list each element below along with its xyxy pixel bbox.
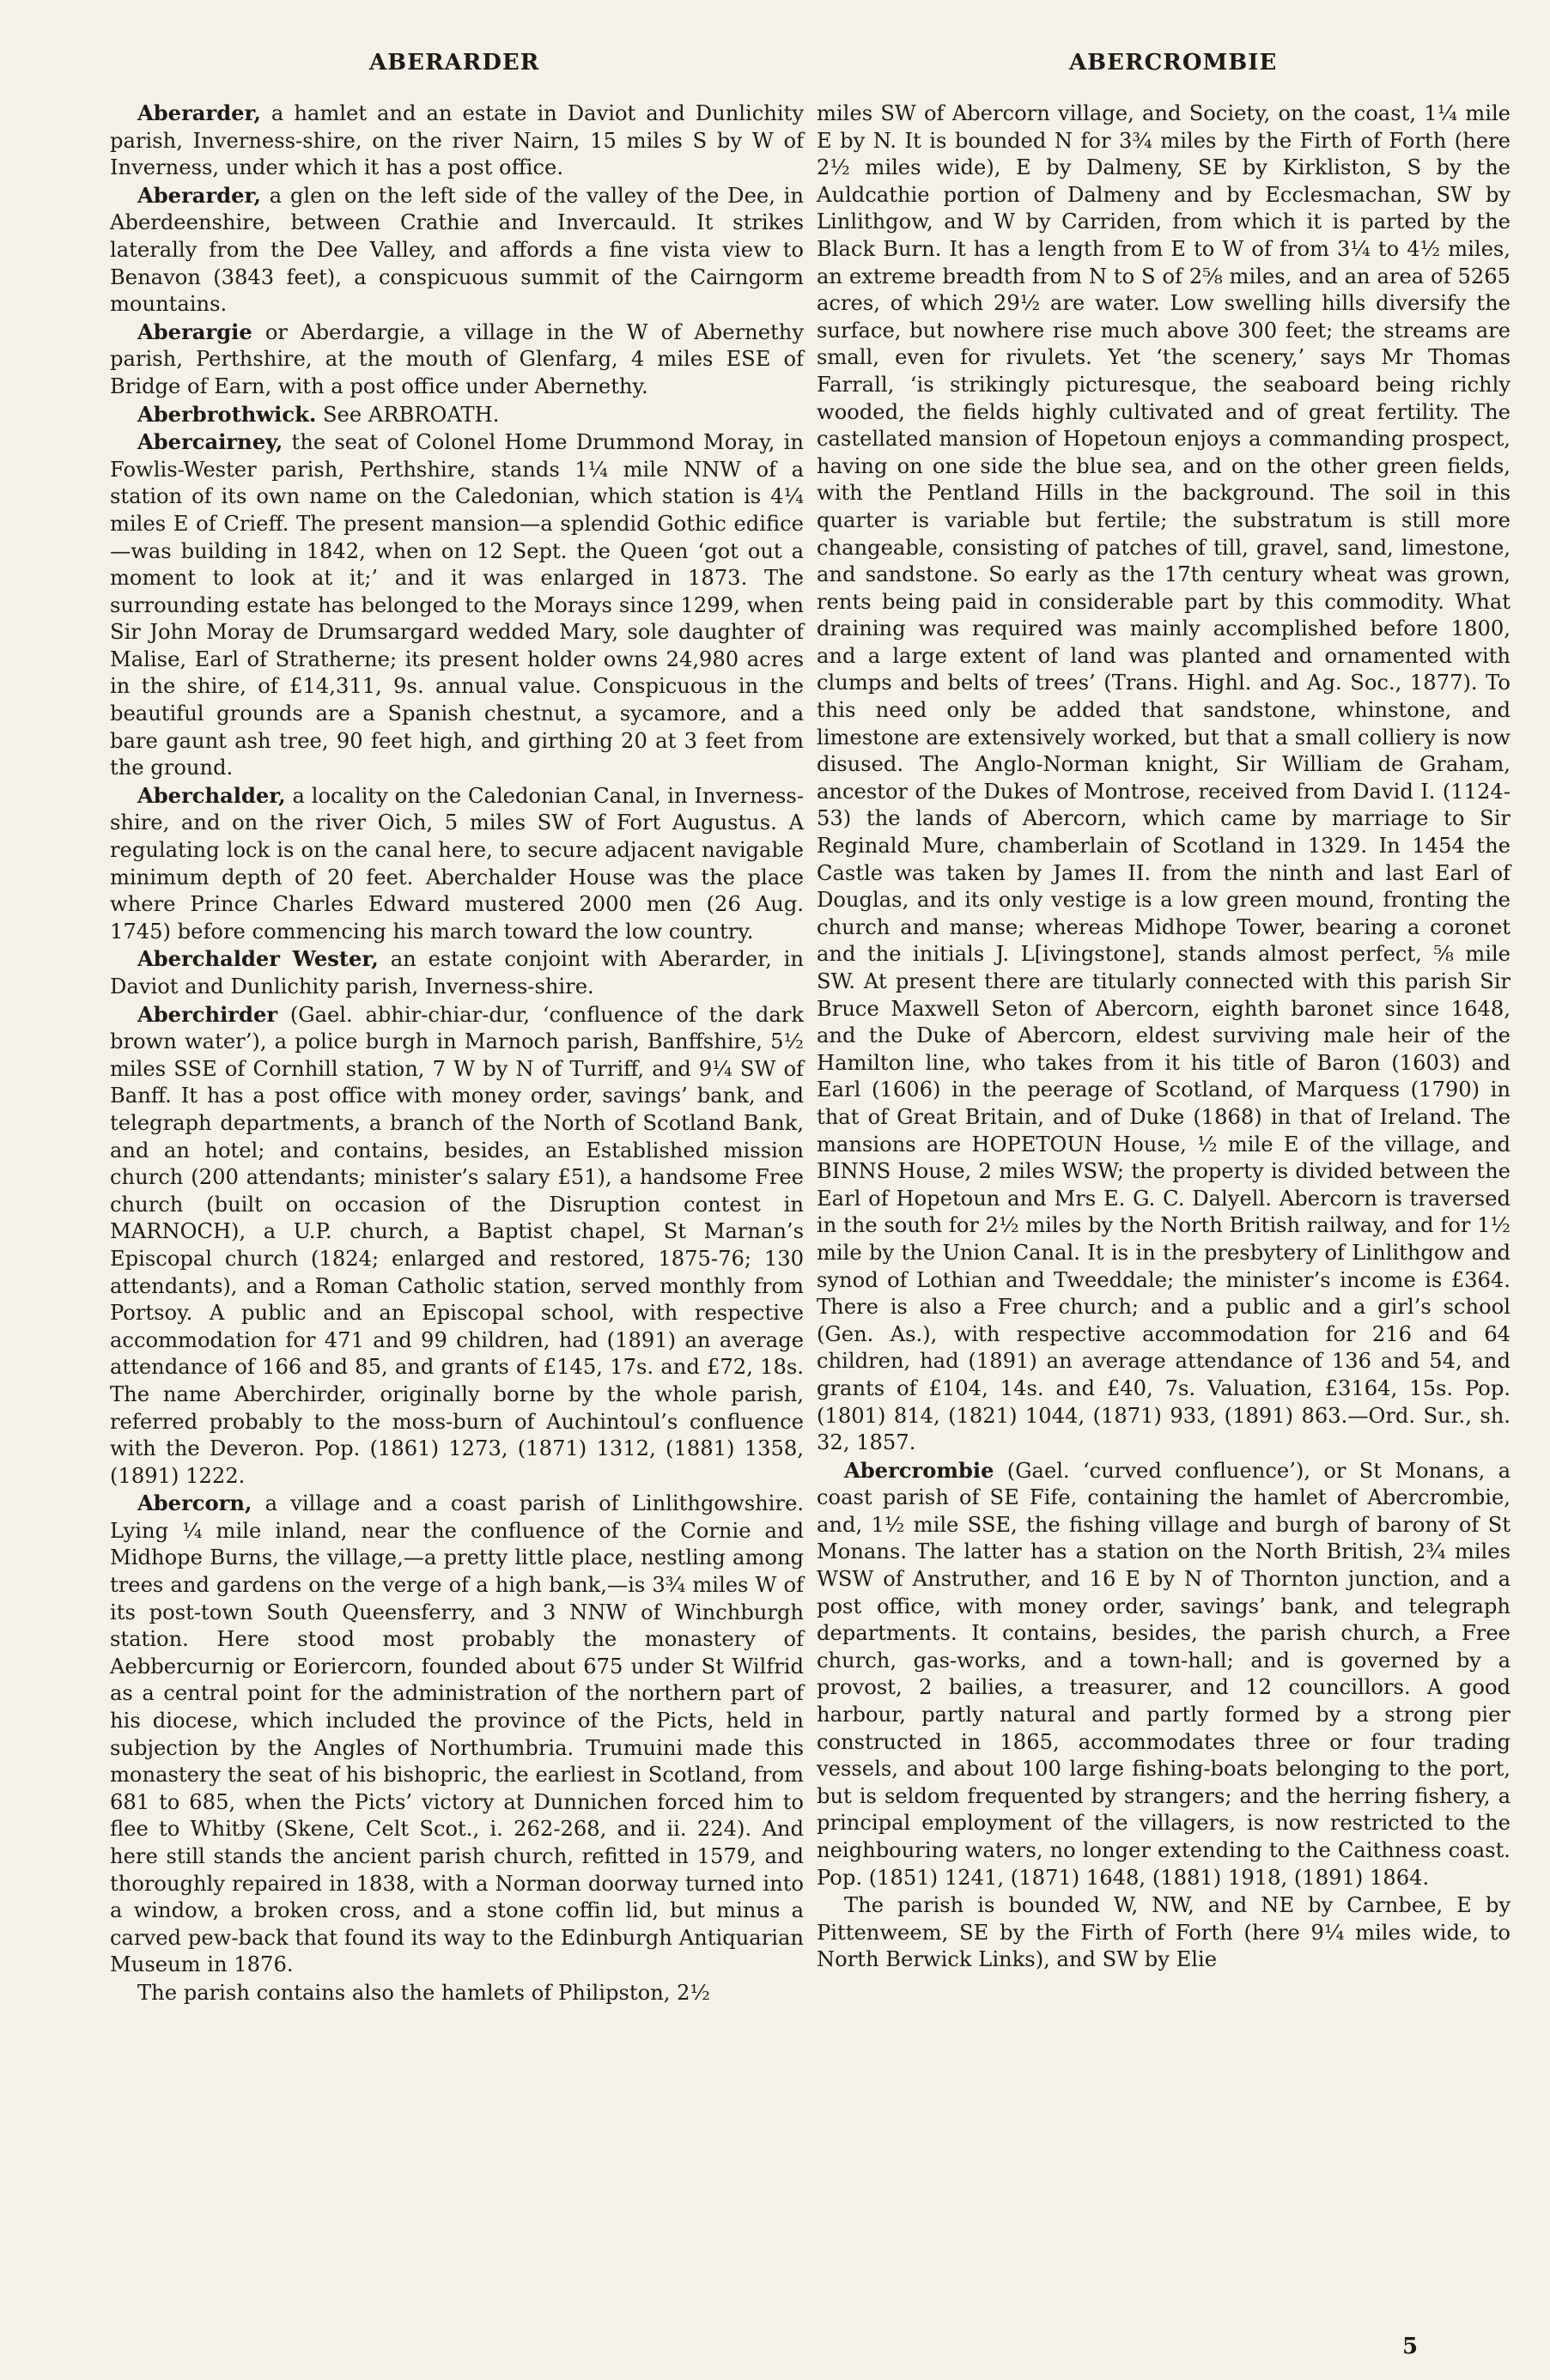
entry-paragraph: [110, 1979, 804, 2007]
entry-paragraph: [110, 319, 804, 401]
left-column: [110, 100, 804, 2007]
entry-text: The parish is bounded W, NW, and NE by Carnbee, E by Pittenweem, SE by the Firth of Forth (here 9¼ miles wide, to North Berwick Links), and SW by Elie: [817, 1893, 1510, 1972]
entry-term: Aberbrothwick.: [137, 401, 317, 427]
entry-text: (Gael. abhir-chiar-dur, ‘confluence of the dark brown water’), a police burgh in Marnoch parish, Banffshire, 5½ miles SSE of Cornhill station, 7 W by N of Turriff, and 9¼ SW of Banff. It has a post office with money order, savings’ bank, and telegraph departments, a branch of the North of Scotland Bank, and an hotel; and contains, besides, an Established mission church (200 attendants; minister’s salary £51), a handsome Free church (built on occasion of the Disruption contest in MARNOCH), a U.P. church, a Baptist chapel, St Marnan’s Episcopal church (1824; enlarged and restored, 1875-76; 130 attendants), and a Roman Catholic station, served monthly from Portsoy. A public and an Episcopal school, with respective accommodation for 471 and 99 children, had (1891) an average attendance of 166 and 85, and grants of £145, 17s. and £72, 18s. The name Aberchirder, originally borne by the whole parish, referred probably to the moss-burn of Auchintoul’s confluence with the Deveron. Pop. (1861) 1273, (1871) 1312, (1881) 1358, (1891) 1222.: [110, 1002, 804, 1488]
entry-term: Aberarder,: [137, 182, 261, 208]
entry-paragraph: [817, 100, 1510, 1457]
entry-term: Aberchalder,: [137, 782, 286, 808]
entry-term: Aberarder,: [137, 100, 261, 125]
entry-paragraph: [110, 100, 804, 182]
entry-term: Aberargie: [137, 319, 252, 344]
entry-paragraph: [817, 1457, 1510, 1892]
running-head-left: ABERARDER: [369, 50, 540, 76]
entry-text: an estate conjoint with Aberarder, in Daviot and Dunlichity parish, Inverness-shire.: [110, 947, 804, 999]
entry-paragraph: [817, 1891, 1510, 1974]
entry-paragraph: [110, 428, 804, 782]
entry-text: The parish contains also the hamlets of Philipston, 2½: [137, 1980, 710, 2005]
entry-term: Abercrombie: [844, 1457, 994, 1483]
entry-text: a village and a coast parish of Linlithgowshire. Lying ¼ mile inland, near the confluence of the Cornie and Midhope Burns, the village,—a pretty little place, nestling among trees and gardens on the verge of a high bank,—is 3¾ miles W of its post-town South Queensferry, and 3 NNW of Winchburgh station. Here stood most probably the monastery of Aebbercurnig or Eoriercorn, founded about 675 under St Wilfrid as a central point for the administration of the northern part of his diocese, which included the province of the Picts, held in subjection by the Angles of Northumbria. Trumuini made this monastery the seat of his bishopric, the earliest in Scotland, from 681 to 685, when the Picts’ victory at Dunnichen forced him to flee to Whitby (Skene, Celt Scot., i. 262-268, and ii. 224). And here still stands the ancient parish church, refitted in 1579, and thoroughly repaired in 1838, with a Norman doorway turned into a window, a broken cross, and a stone coffin lid, but minus a carved pew-back that found its way to the Edinburgh Antiquarian Museum in 1876.: [110, 1491, 804, 1977]
entry-paragraph: [110, 182, 804, 319]
running-head-right: ABERCROMBIE: [1069, 50, 1278, 76]
entry-paragraph: [110, 1490, 804, 1979]
entry-text: a glen on the left side of the valley of the Dee, in Aberdeenshire, between Crathie and Invercauld. It strikes laterally from the Dee Valley, and affords a fine vista view to Benavon (3843 feet), a conspicuous summit of the Cairngorm mountains.: [110, 183, 804, 317]
entry-text: miles SW of Abercorn village, and Society, on the coast, 1¼ mile E by N. It is bounded N for 3¾ miles by the Firth of Forth (here 2½ miles wide), E by Dalmeny, SE by Kirkliston, S by the Auldcathie portion of Dalmeny and by Ecclesmachan, SW by Linlithgow, and W by Carriden, from which it is parted by the Black Burn. It has a length from E to W of from 3¼ to 4½ miles, an extreme breadth from N to S of 2⅝ miles, and an area of 5265 acres, of which 29½ are water. Low swelling hills diversify the surface, but nowhere rise much above 300 feet; the streams are small, even for rivulets. Yet ‘the scenery,’ says Mr Thomas Farrall, ‘is strikingly picturesque, the seaboard being richly wooded, the fields highly cultivated and of great fertility. The castellated mansion of Hopetoun enjoys a commanding prospect, having on one side the blue sea, and on the other green fields, with the Pentland Hills in the background. The soil in this quarter is variable but fertile; the substratum is still more changeable, consisting of patches of till, gravel, sand, limestone, and sandstone. So early as the 17th century wheat was grown, rents being paid in considerable part by this commodity. What draining was required was mainly accomplished before 1800, and a large extent of land was planted and ornamented with clumps and belts of trees’ (Trans. Highl. and Ag. Soc., 1877). To this need only be added that sandstone, whinstone, and limestone are extensively worked, but that a small colliery is now disused. The Anglo-Norman knight, Sir William de Graham, ancestor of the Dukes of Montrose, received from David I. (1124-53) the lands of Abercorn, which came by marriage to Sir Reginald Mure, chamberlain of Scotland in 1329. In 1454 the Castle was taken by James II. from the ninth and last Earl of Douglas, and its only vestige is a low green mound, fronting the church and manse; whereas Midhope Tower, bearing a coronet and the initials J. L[ivingstone], stands almost perfect, ⅝ mile SW. At present there are titularly connected with this parish Sir Bruce Maxwell Seton of Abercorn, eighth baronet since 1648, and the Duke of Abercorn, eldest surviving male heir of the Hamilton line, who takes from it his title of Baron (1603) and Earl (1606) in the peerage of Scotland, of Marquess (1790) in that of Great Britain, and of Duke (1868) in that of Ireland. The mansions are HOPETOUN House, ½ mile E of the village, and BINNS House, 2 miles WSW; the property is divided between the Earl of Hopetoun and Mrs E. G. C. Dalyell. Abercorn is traversed in the south for 2½ miles by the North British railway, and for 1½ mile by the Union Canal. It is in the presbytery of Linlithgow and synod of Lothian and Tweeddale; the minister’s income is £364. There is also a Free church; and a public and a girl’s school (Gen. As.), with respective accommodation for 216 and 64 children, had (1891) an average attendance of 136 and 54, and grants of £104, 14s. and £40, 7s. Valuation, £3164, 15s. Pop. (1801) 814, (1821) 1044, (1871) 933, (1891) 863.—Ord. Sur., sh. 32, 1857.: [817, 101, 1510, 1455]
entry-text: or Aberdargie, a village in the W of Abernethy parish, Perthshire, at the mouth of Glenfarg, 4 miles ESE of Bridge of Earn, with a post office under Abernethy.: [110, 319, 804, 398]
page-number: 5: [1402, 2334, 1419, 2359]
entry-text: (Gael. ‘curved confluence’), or St Monans, a coast parish of SE Fife, containing the hamlet of Abercrombie, and, 1½ mile SSE, the fishing village and burgh of barony of St Monans. The latter has a station on the North British, 2¾ miles WSW of Anstruther, and 16 E by N of Thornton junction, and a post office, with money order, savings’ bank, and telegraph departments. It contains, besides, the parish church, a Free church, gas-works, and a town-hall; and is governed by a provost, 2 bailies, a treasurer, and 12 councillors. A good harbour, partly natural and partly formed by a strong pier constructed in 1865, accommodates three or four trading vessels, and about 100 large fishing-boats belonging to the port, but is seldom frequented by strangers; and the herring fishery, a principal employment of the villagers, is now restricted to the neighbouring waters, no longer extending to the Caithness coast. Pop. (1851) 1241, (1871) 1648, (1881) 1918, (1891) 1864.: [817, 1458, 1510, 1890]
entry-term: Abercairney,: [137, 429, 283, 455]
entry-paragraph: [110, 782, 804, 946]
entry-paragraph: [110, 401, 804, 429]
entry-text: See ARBROATH.: [316, 402, 500, 427]
entry-term: Aberchirder: [137, 1001, 278, 1027]
entry-text: a locality on the Caledonian Canal, in Inverness-shire, and on the river Oich, 5 miles SW of Fort Augustus. A regulating lock is on the canal here, to secure adjacent navigable minimum depth of 20 feet. Aberchalder House was the place where Prince Charles Edward mustered 2000 men (26 Aug. 1745) before commencing his march toward the low country.: [110, 783, 804, 944]
entry-text: a hamlet and an estate in Daviot and Dunlichity parish, Inverness-shire, on the river Nairn, 15 miles S by W of Inverness, under which it has a post office.: [110, 101, 804, 180]
entry-paragraph: [110, 945, 804, 1000]
entry-paragraph: [110, 1001, 804, 1491]
entry-text: the seat of Colonel Home Drummond Moray, in Fowlis-Wester parish, Perthshire, stands 1¼ mile NNW of a station of its own name on the Caledonian, which station is 4¼ miles E of Crieff. The present mansion—a splendid Gothic edifice—was building in 1842, when on 12 Sept. the Queen ‘got out a moment to look at it;’ and it was enlarged in 1873. The surrounding estate has belonged to the Morays since 1299, when Sir John Moray de Drumsargard wedded Mary, sole daughter of Malise, Earl of Stratherne; its present holder owns 24,980 acres in the shire, of £14,311, 9s. annual value. Conspicuous in the beautiful grounds are a Spanish chestnut, a sycamore, and a bare gaunt ash tree, 90 feet high, and girthing 20 at 3 feet from the ground.: [110, 430, 804, 780]
entry-term: Aberchalder Wester,: [137, 946, 379, 972]
entry-term: Abercorn,: [137, 1491, 252, 1516]
right-column: [817, 100, 1510, 1974]
